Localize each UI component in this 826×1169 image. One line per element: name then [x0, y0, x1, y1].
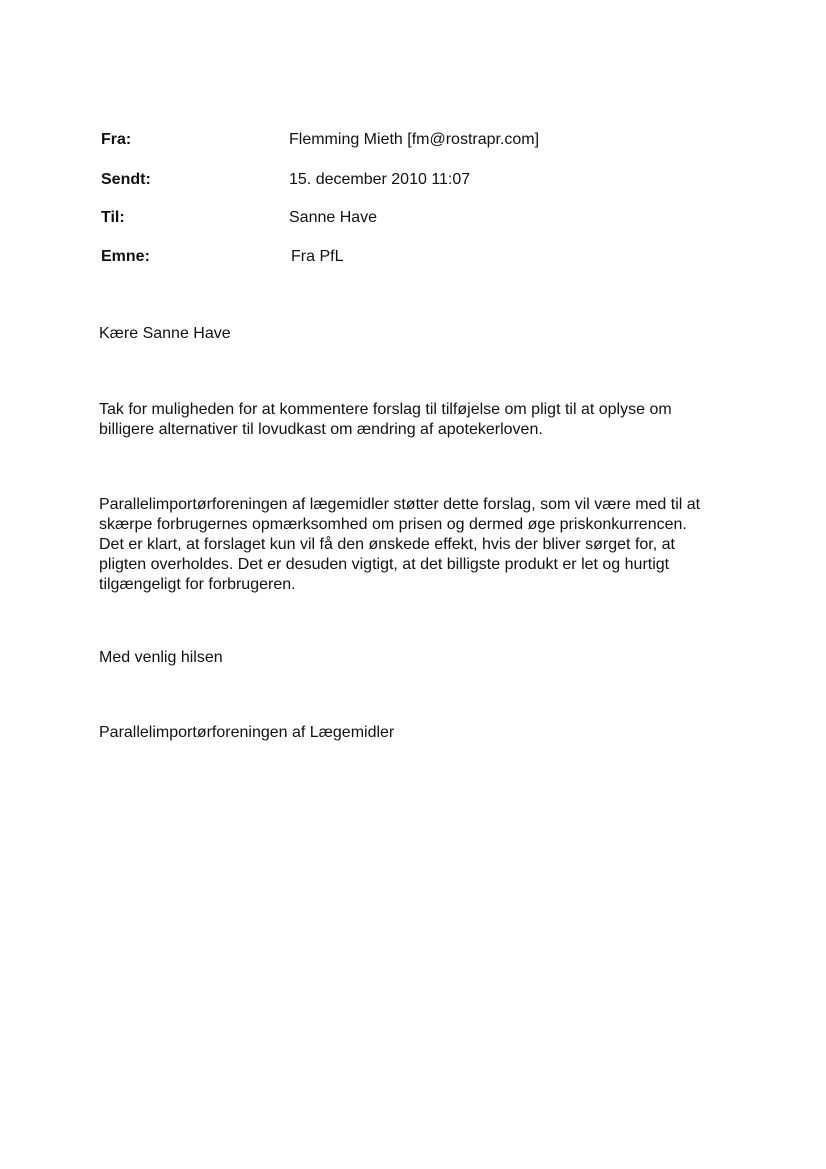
signature: Parallelimportørforeningen af Lægemidler — [99, 724, 395, 741]
from-label: Fra: — [101, 131, 132, 148]
greeting: Kære Sanne Have — [99, 325, 231, 342]
paragraph-line: tilgængeligt for forbrugeren. — [99, 576, 296, 593]
subject-value: Fra PfL — [291, 248, 344, 265]
paragraph-line: Det er klart, at forslaget kun vil få den ønskede effekt, hvis der bliver sørget for, at — [99, 536, 675, 553]
sent-label: Sendt: — [101, 171, 151, 188]
closing: Med venlig hilsen — [99, 649, 223, 666]
to-label: Til: — [101, 209, 125, 226]
paragraph-line: skærpe forbrugernes opmærksomhed om prisen og dermed øge priskonkurrencen. — [99, 516, 687, 533]
sent-value: 15. december 2010 11:07 — [289, 171, 471, 188]
subject-label: Emne: — [101, 248, 150, 265]
paragraph-line: billigere alternativer til lovudkast om ændring af apotekerloven. — [99, 421, 543, 438]
from-value: Flemming Mieth [fm@rostrapr.com] — [289, 131, 540, 148]
to-value: Sanne Have — [289, 209, 378, 226]
paragraph-line: Parallelimportørforeningen af lægemidler støtter dette forslag, som vil være med til at — [99, 496, 701, 513]
paragraph-line: pligten overholdes. Det er desuden vigtigt, at det billigste produkt er let og hurtigt — [99, 556, 670, 573]
paragraph-2 — [99, 495, 759, 595]
paragraph-1 — [99, 400, 759, 440]
paragraph-line: Tak for muligheden for at kommentere forslag til tilføjelse om pligt til at oplyse om — [99, 401, 672, 418]
